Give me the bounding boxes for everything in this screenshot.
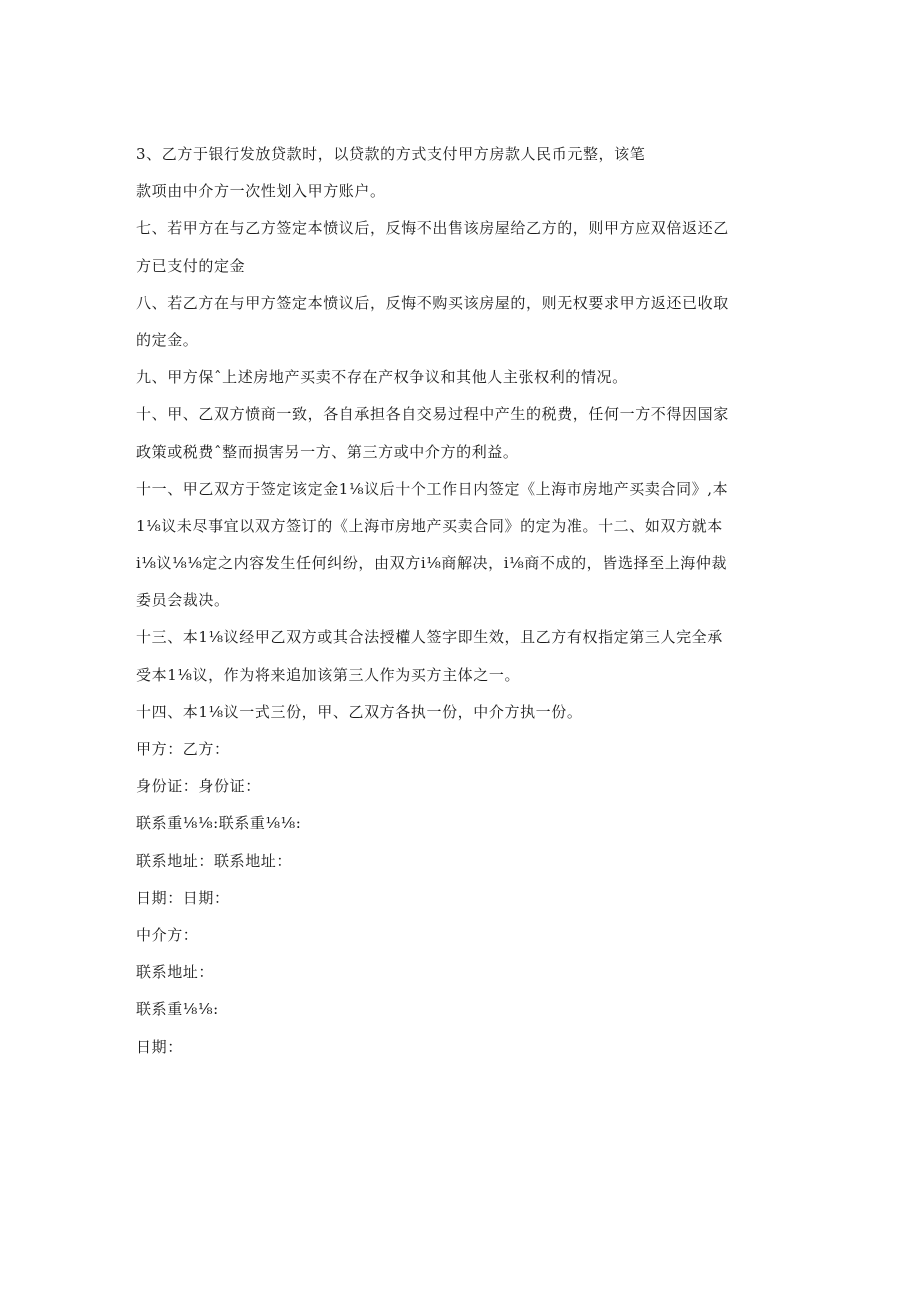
phone-line: 联系重⅛⅛:联系重⅛⅛:: [136, 814, 302, 833]
agent-phone-line: 联系重⅛⅛:: [136, 1000, 219, 1019]
text-line: 款项由中介方一次性划入甲方账户。: [136, 182, 386, 201]
text-line: 政策或税费ˆ整而损害另一方、第三方或中介方的利益。: [136, 442, 519, 461]
text-line: i⅛议⅛⅛定之内容发生任何纠纷，由双方i⅛商解决，i⅛商不成的，皆选择至上海仲裁: [136, 554, 728, 573]
text-line: 委员会裁决。: [136, 591, 230, 610]
date-line: 日期：日期：: [136, 888, 230, 907]
text-line: 的定金。: [136, 330, 199, 349]
text-line: 九、甲方保ˆ上述房地产买卖不存在产权争议和其他人主张权利的情况。: [136, 368, 628, 387]
address-line: 联系地址：联系地址：: [136, 851, 293, 870]
text-line: 3、乙方于银行发放贷款时，以贷款的方式支付甲方房款人民币元整，该笔: [136, 145, 646, 163]
text-line: 十四、本1⅛议一式三份，甲、乙双方各执一份，中介方执一份。: [136, 702, 583, 721]
document-body: [136, 136, 796, 1066]
text-line: 方已支付的定金: [136, 256, 246, 275]
text-line: 十一、甲乙双方于签定该定金1⅛议后十个工作日内签定《上海市房地产买卖合同》,本: [136, 479, 729, 498]
text-line: 七、若甲方在与乙方签定本愤议后，反悔不出售该房屋给乙方的，则甲方应双倍返还乙: [136, 219, 729, 238]
signature-party-line: 甲方：乙方：: [136, 740, 230, 758]
text-line: 受本1⅛议，作为将来追加该第三人作为买方主体之一。: [136, 665, 521, 684]
text-line: 1⅛议未尽事宜以双方签订的《上海市房地产买卖合同》的定为准。十二、如双方就本: [136, 516, 723, 535]
agent-line: 中介方：: [136, 925, 199, 944]
text-line: 十、甲、乙双方愤商一致，各自承担各自交易过程中产生的税费，任何一方不得因国家: [136, 405, 729, 424]
agent-address-line: 联系地址：: [136, 963, 215, 982]
agent-date-line: 日期：: [136, 1037, 183, 1056]
id-card-line: 身份证：身份证：: [136, 777, 261, 796]
text-line: 十三、本1⅛议经甲乙双方或其合法授權人签字即生效，且乙方有权指定第三人完全承: [136, 628, 723, 647]
text-line: 八、若乙方在与甲方签定本愤议后，反悔不购买该房屋的，则无权要求甲方返还已收取: [136, 293, 729, 312]
